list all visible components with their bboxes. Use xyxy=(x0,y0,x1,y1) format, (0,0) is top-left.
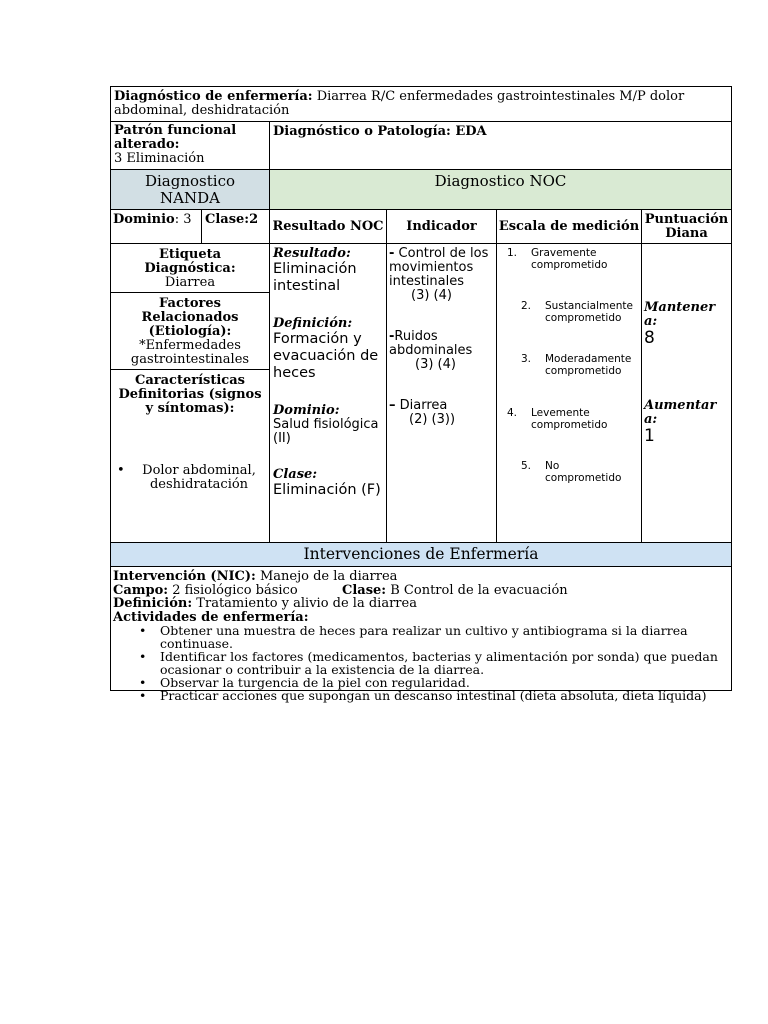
factores-cell xyxy=(110,292,270,370)
intervencion-def-value: Tratamiento y alivio de la diarrea xyxy=(192,596,417,611)
escala-item xyxy=(521,353,641,377)
escala-line1: Levemente xyxy=(531,407,590,419)
escala-line2: comprometido xyxy=(545,365,622,377)
factores-value-2: gastrointestinales xyxy=(130,352,250,367)
escala-item xyxy=(521,460,641,484)
nanda-header-line2: NANDA xyxy=(160,189,220,207)
indicador-text: Diarrea xyxy=(395,398,448,413)
functional-pattern-cell xyxy=(110,121,270,170)
caracteristicas-title-1: Características xyxy=(135,373,245,388)
indicador-scores: (3) (4) xyxy=(415,357,456,372)
caracteristicas-bullet xyxy=(139,464,259,492)
functional-pattern-value: 3 Eliminación xyxy=(114,151,205,166)
resultado-cell xyxy=(269,243,387,543)
definicion-line xyxy=(113,597,729,611)
clase-label: Clase:2 xyxy=(205,212,259,227)
escala-item xyxy=(521,300,641,324)
escala-line2: comprometido xyxy=(545,312,622,324)
campo-clase-label: Clase: xyxy=(342,582,387,598)
puntuacion-header-line1: Puntuación xyxy=(644,212,729,227)
resultado-value: Eliminación intestinal xyxy=(273,261,357,294)
factores-value-1: *Enfermedades xyxy=(139,338,241,353)
indicador-dash: - xyxy=(389,246,395,261)
indicador-header xyxy=(386,209,497,244)
indicador-header-text: Indicador xyxy=(406,219,477,234)
dominio-cell xyxy=(110,209,202,244)
nursing-diagnosis-row xyxy=(110,86,732,122)
caracteristicas-title-3: y síntomas): xyxy=(145,401,235,416)
factores-title-3: (Etiología): xyxy=(148,324,232,339)
escala-line1: No xyxy=(545,460,560,472)
escala-cell xyxy=(496,243,642,543)
nic-label: Intervención (NIC): xyxy=(113,569,256,584)
puntuacion-header xyxy=(641,209,732,244)
nanda-header-line1: Diagnostico xyxy=(144,172,235,190)
indicador-item xyxy=(389,247,494,303)
indicador-item xyxy=(389,330,494,372)
resultado-dominio-value: Salud fisiológica (II) xyxy=(273,417,379,446)
indicador-cell xyxy=(386,243,497,543)
campo-clase-value: B Control de la evacuación xyxy=(386,582,568,598)
actividad-item: • Obtener una muestra de heces para realizar un cultivo y antibiograma si la diarrea continuase. xyxy=(160,624,729,650)
functional-pattern-label-2: alterado: xyxy=(114,137,180,152)
actividad-item: • Identificar los factores (medicamentos, bacterias y alimentación por sonda) que puedan ocasionar o contribuir a la existencia de la diarrea. xyxy=(160,650,729,676)
resultado-clase-value: Eliminación (F) xyxy=(273,482,381,498)
actividad-item: • Practicar acciones que supongan un descanso intestinal (dieta absoluta, dieta líquida) xyxy=(160,689,729,702)
resultado-clase-label: Clase: xyxy=(273,467,318,482)
noc-header-text: Diagnostico NOC xyxy=(434,172,567,190)
indicador-scores: (2) (3)) xyxy=(409,412,456,427)
caracteristicas-bullet-1: Dolor abdominal, xyxy=(142,463,256,478)
aumentar-label: Aumentar a: xyxy=(644,398,717,427)
escala-num: 1. xyxy=(507,247,518,259)
nursing-diagnosis-text: Diarrea R/C enfermedades gastrointestinales M/P dolor abdominal, deshidratación xyxy=(114,89,685,118)
indicador-item xyxy=(389,399,494,427)
actividades-label: Actividades de enfermería: xyxy=(113,609,309,625)
caracteristicas-bullet-2: deshidratación xyxy=(149,477,249,492)
escala-line2: comprometido xyxy=(545,472,622,484)
bullet-icon: • xyxy=(117,463,125,478)
intervenciones-header-text: Intervenciones de Enfermería xyxy=(303,545,539,563)
actividad-item: • Observar la turgencia de la piel con regularidad. xyxy=(160,676,729,689)
escala-line2: comprometido xyxy=(531,419,608,431)
intervenciones-header xyxy=(110,542,732,567)
escala-line1: Sustancialmente xyxy=(545,300,633,312)
resultado-noc-header-text: Resultado NOC xyxy=(272,219,384,234)
intervencion-def-label: Definición: xyxy=(113,596,193,611)
escala-line1: Gravemente xyxy=(531,247,597,259)
escala-num: 5. xyxy=(521,460,532,472)
indicador-dash: – xyxy=(389,398,396,413)
definicion-label: Definición: xyxy=(273,316,353,331)
indicador-text: Ruidos abdominales xyxy=(389,329,473,358)
actividades-list xyxy=(113,624,729,702)
escala-item xyxy=(507,407,639,431)
mantener-value: 8 xyxy=(644,328,655,348)
dominio-label: Dominio xyxy=(113,212,175,227)
campo-label: Campo: xyxy=(113,582,169,598)
escala-header-text: Escala de medición xyxy=(498,219,640,234)
mantener-label: Mantener a: xyxy=(644,300,716,329)
puntuacion-header-line2: Diana xyxy=(665,226,708,241)
factores-title-2: Relacionados xyxy=(141,310,239,325)
pathology-cell xyxy=(269,121,732,170)
campo-value: 2 fisiológico básico xyxy=(168,582,298,598)
factores-title-1: Factores xyxy=(159,296,221,311)
etiqueta-value: Diarrea xyxy=(164,275,216,290)
etiqueta-title-2: Diagnóstica: xyxy=(144,261,236,276)
escala-num: 4. xyxy=(507,407,518,419)
resultado-noc-header xyxy=(269,209,387,244)
indicador-text: Control de los movimientos intestinales xyxy=(389,246,489,289)
escala-item xyxy=(507,247,639,271)
escala-header xyxy=(496,209,642,244)
noc-header xyxy=(269,169,732,210)
campo-line xyxy=(113,584,729,598)
pathology-value: EDA xyxy=(450,124,487,139)
pathology-label: Diagnóstico o Patología: xyxy=(273,124,451,139)
escala-line1: Moderadamente xyxy=(545,353,632,365)
escala-num: 2. xyxy=(521,300,532,312)
nic-value: Manejo de la diarrea xyxy=(255,569,398,584)
nanda-header xyxy=(110,169,270,210)
etiqueta-title-1: Etiqueta xyxy=(158,247,222,262)
definicion-value: Formación y evacuación de heces xyxy=(273,331,379,381)
caracteristicas-title-2: Definitorias (signos xyxy=(118,387,262,402)
escala-num: 3. xyxy=(521,353,532,365)
puntuacion-cell xyxy=(641,243,732,543)
intervenciones-body xyxy=(110,566,732,703)
clase-cell xyxy=(201,209,270,244)
nursing-diagnosis-label: Diagnóstico de enfermería: xyxy=(114,89,313,104)
caracteristicas-cell xyxy=(110,369,270,543)
indicador-dash: - xyxy=(389,329,395,344)
escala-line2: comprometido xyxy=(531,259,608,271)
etiqueta-cell xyxy=(110,243,270,293)
nic-line xyxy=(113,570,729,584)
functional-pattern-label-1: Patrón funcional xyxy=(114,123,237,138)
dominio-value: : 3 xyxy=(174,212,192,227)
indicador-scores: (3) (4) xyxy=(411,288,452,303)
aumentar-value: 1 xyxy=(644,426,655,446)
resultado-dominio-label: Dominio: xyxy=(273,403,340,418)
resultado-label: Resultado: xyxy=(273,246,351,261)
